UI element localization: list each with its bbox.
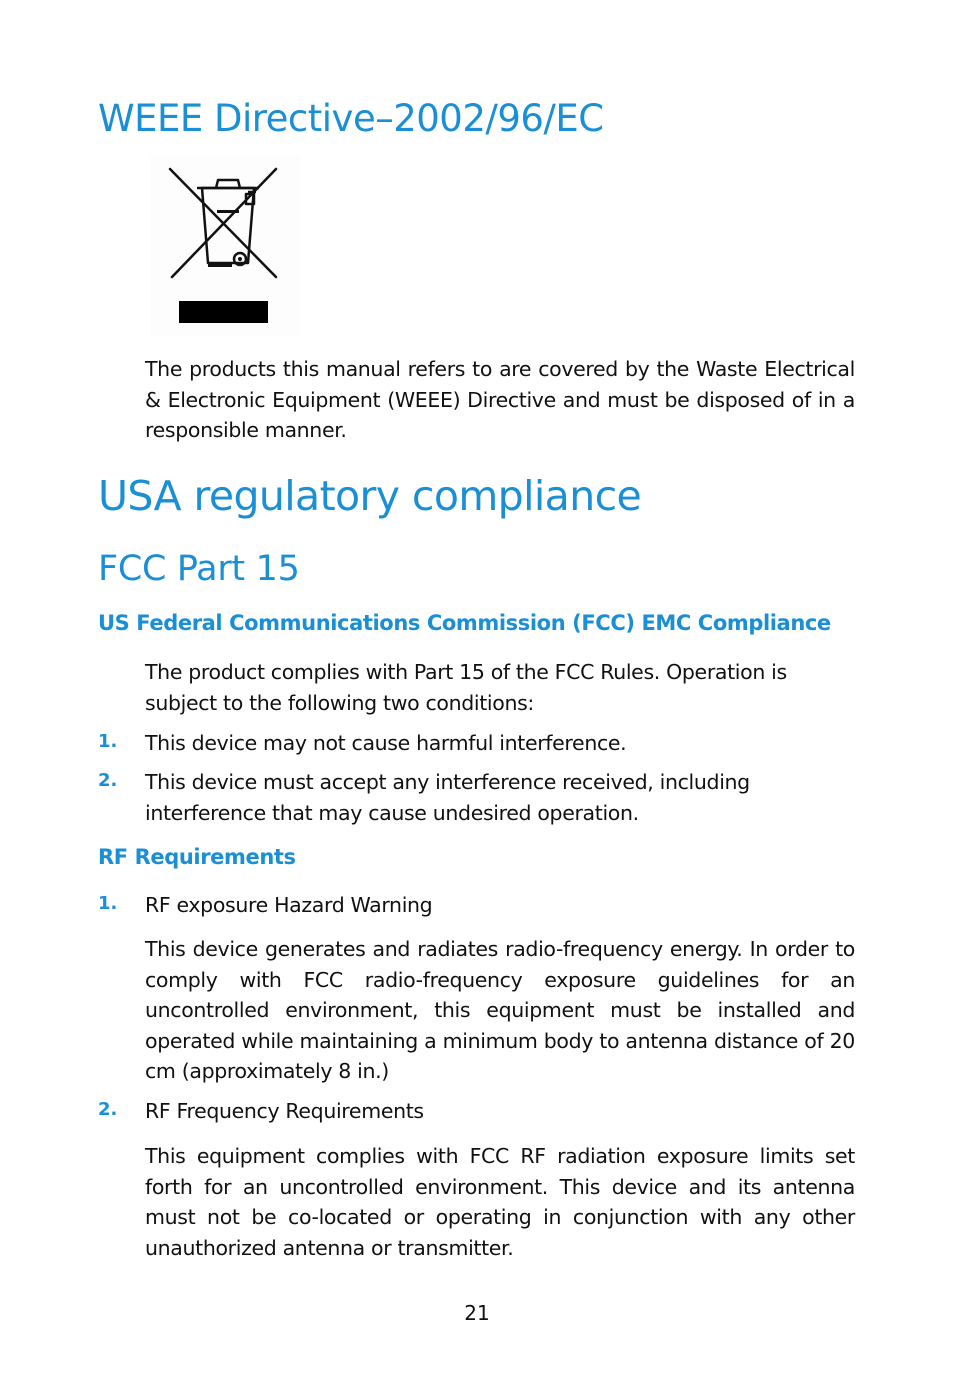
fcc-intro-paragraph: The product complies with Part 15 of the FCC Rules. Operation is subject to the following two conditions:: [145, 660, 787, 715]
crossed-out-wheeled-bin-icon: [150, 155, 300, 335]
condition-2-text: This device must accept any interference received, including interference that may cause undesired operation.: [145, 770, 750, 825]
page-number: 21: [464, 1301, 490, 1325]
fcc-emc-compliance-heading: US Federal Communications Commission (FCC) EMC Compliance: [98, 611, 831, 635]
condition-2-number: 2.: [98, 770, 118, 791]
rf-item-1-paragraph: This device generates and radiates radio-frequency energy. In order to comply with FCC radio-frequency exposure guidelines for an uncontrolled environment, this equipment must be installed and operated while maintaining a minimum body to antenna distance of 20 cm (approximately 8 in.): [145, 937, 855, 1083]
rf-item-2-paragraph: This equipment complies with FCC RF radiation exposure limits set forth for an uncontrolled environment. This device and its antenna must not be co-located or operating in conjunction with any other unauthorized antenna or transmitter.: [145, 1144, 855, 1260]
condition-1-number: 1.: [98, 731, 118, 752]
rf-item-1-number: 1.: [98, 893, 118, 914]
rf-item-2-number: 2.: [98, 1099, 118, 1120]
usa-regulatory-heading: USA regulatory compliance: [98, 472, 642, 520]
rf-requirements-heading: RF Requirements: [98, 845, 296, 869]
rf-item-2-heading: RF Frequency Requirements: [145, 1099, 424, 1123]
condition-1-text: This device may not cause harmful interference.: [145, 731, 627, 755]
weee-directive-heading: WEEE Directive–2002/96/EC: [98, 97, 604, 140]
rf-item-1-heading: RF exposure Hazard Warning: [145, 893, 433, 917]
fcc-part15-heading: FCC Part 15: [98, 549, 300, 589]
weee-paragraph: The products this manual refers to are covered by the Waste Electrical & Electronic Equipment (WEEE) Directive and must be disposed of in a responsible manner.: [145, 357, 855, 442]
